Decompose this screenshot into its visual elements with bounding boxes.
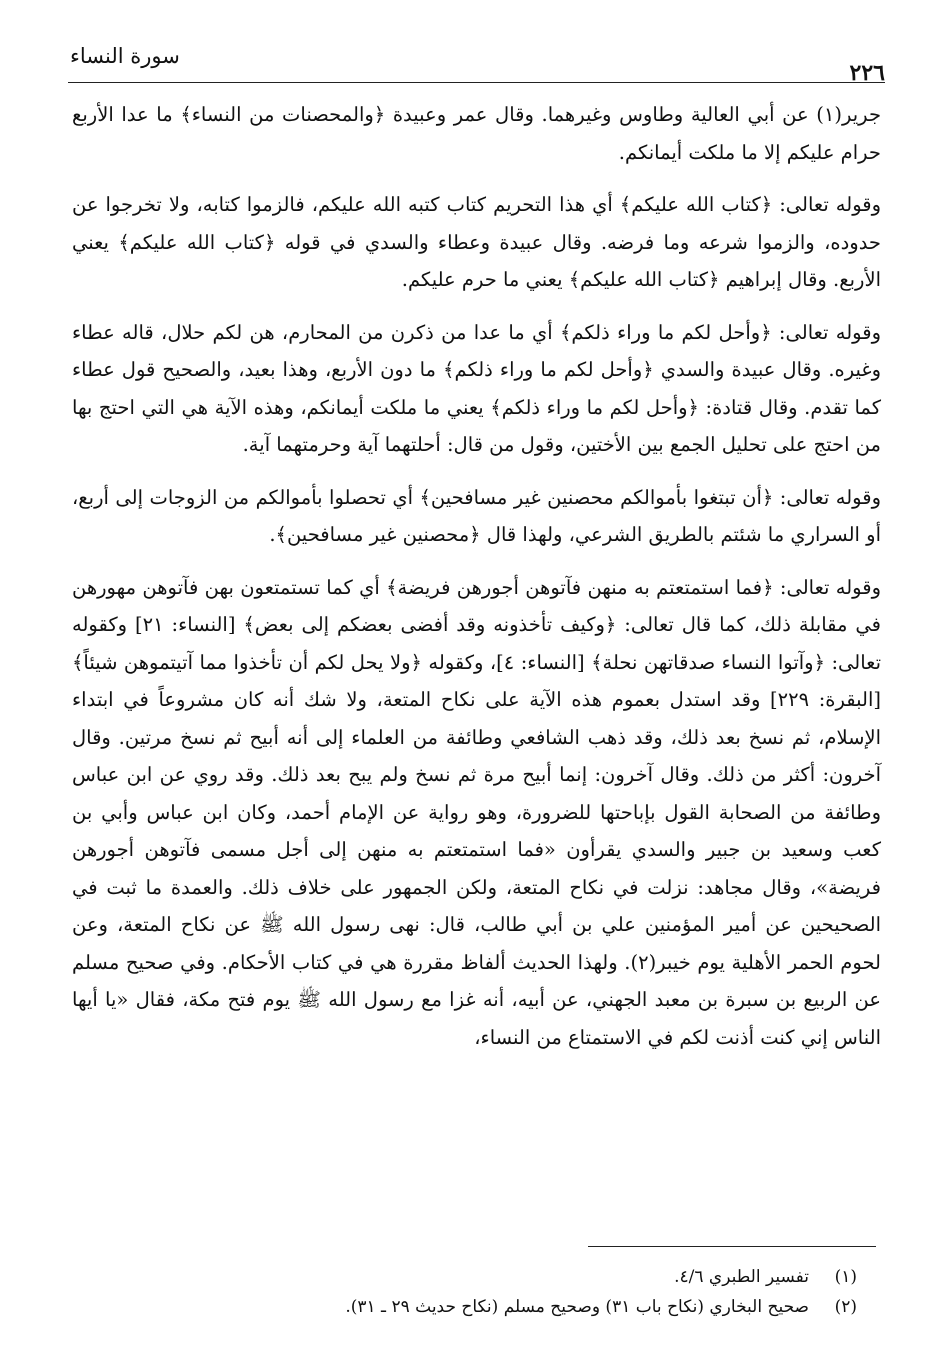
footnotes — [120, 1262, 857, 1322]
footnote — [120, 1262, 857, 1292]
paragraph: وقوله تعالى: ﴿وأحل لكم ما وراء ذلكم﴾ أي ما عدا من ذكرن من المحارم، هن لكم حلال، قاله عطاء وغيره. وقال عبيدة والسدي ﴿وأحل لكم ما وراء ذلكم﴾ ما دون الأربع، وهذا بعيد، والصحيح قول عطاء كما تقدم. وقال قتادة: ﴿وأحل لكم ما وراء ذلكم﴾ يعني ما ملكت أيمانكم، وهذه الآية هي التي احتج بها من احتج على تحليل الجمع بين الأختين، وقول من قال: أحلتهما آية وحرمتهما آية. — [72, 320, 881, 456]
main-text — [72, 96, 881, 1071]
footnote-divider — [588, 1246, 876, 1247]
running-head — [68, 40, 885, 86]
paragraph: وقوله تعالى: ﴿فما استمتعتم به منهن فآتوهن أجورهن فريضة﴾ أي كما تستمتعون بهن فآتوهن مهورهن في مقابلة ذلك، كما قال تعالى: ﴿وكيف تأخذونه وقد أفضى بعضكم إلى بعض﴾ [النساء: ٢١] وكقوله تعالى: ﴿وآتوا النساء صدقاتهن نحلة﴾ [النساء: ٤]، وكقوله ﴿ولا يحل لكم أن تأخذوا مما آتيتموهن شيئاً﴾ [البقرة: ٢٢٩] وقد استدل بعموم هذه الآية على نكاح المتعة، ولا شك أنه كان مشروعاً في ابتداء الإسلام، ثم نسخ بعد ذلك، وقد ذهب الشافعي وطائفة من العلماء إلى أنه أبيح ثم نسخ مرتين. وقال آخرون: أكثر من ذلك. وقال آخرون: إنما أبيح مرة ثم نسخ ولم يبح بعد ذلك. وقد روي عن ابن عباس وطائفة من الصحابة القول بإباحتها للضرورة، وهو رواية عن الإمام أحمد، وكان ابن عباس وأبي بن كعب وسعيد بن جبير والسدي يقرأون «فما استمتعتم به منهن إلى أجل مسمى فآتوهن أجورهن فريضة»، وقال مجاهد: نزلت في نكاح المتعة، ولكن الجمهور على خلاف ذلك. والعمدة ما ثبت في الصحيحين عن أمير المؤمنين علي بن أبي طالب، قال: نهى رسول الله ﷺ عن نكاح المتعة، وعن لحوم الحمر الأهلية يوم خيبر(٢). ولهذا الحديث ألفاظ مقررة هي في كتاب الأحكام. وفي صحيح مسلم عن الربيع بن سبرة بن معبد الجهني، عن أبيه، أنه غزا مع رسول الله ﷺ يوم فتح مكة، فقال «يا أيها الناس إني كنت أذنت لكم في الاستمتاع من النساء، — [72, 575, 881, 1049]
paragraph: جرير(١) عن أبي العالية وطاوس وغيرهما. وقال عمر وعبيدة ﴿والمحصنات من النساء﴾ ما عدا الأربع حرام عليكم إلا ما ملكت أيمانكم. — [72, 103, 881, 164]
footnote-text: صحيح البخاري (نكاح باب ٣١) وصحيح مسلم (نكاح حديث ٢٩ ـ ٣١). — [345, 1297, 809, 1317]
footnote-number: (١) — [834, 1267, 857, 1287]
footnote-number: (٢) — [834, 1297, 857, 1317]
footnote-text: تفسير الطبري ٤/٦. — [674, 1267, 809, 1287]
page-number: ٢٢٦ — [849, 60, 885, 86]
surah-title: سورة النساء — [70, 44, 180, 68]
paragraph: وقوله تعالى: ﴿أن تبتغوا بأموالكم محصنين غير مسافحين﴾ أي تحصلوا بأموالكم من الزوجات إلى أربع، أو السراري ما شئتم بالطريق الشرعي، ولهذا قال ﴿محصنين غير مسافحين﴾. — [72, 485, 881, 546]
paragraph: وقوله تعالى: ﴿كتاب الله عليكم﴾ أي هذا التحريم كتاب كتبه الله عليكم، فالزموا كتابه، ولا تخرجوا عن حدوده، والزموا شرعه وما فرضه. وقال عبيدة وعطاء والسدي في قوله ﴿كتاب الله عليكم﴾ يعني الأربع. وقال إبراهيم ﴿كتاب الله عليكم﴾ يعني ما حرم عليكم. — [72, 193, 881, 291]
footnote — [120, 1292, 857, 1322]
